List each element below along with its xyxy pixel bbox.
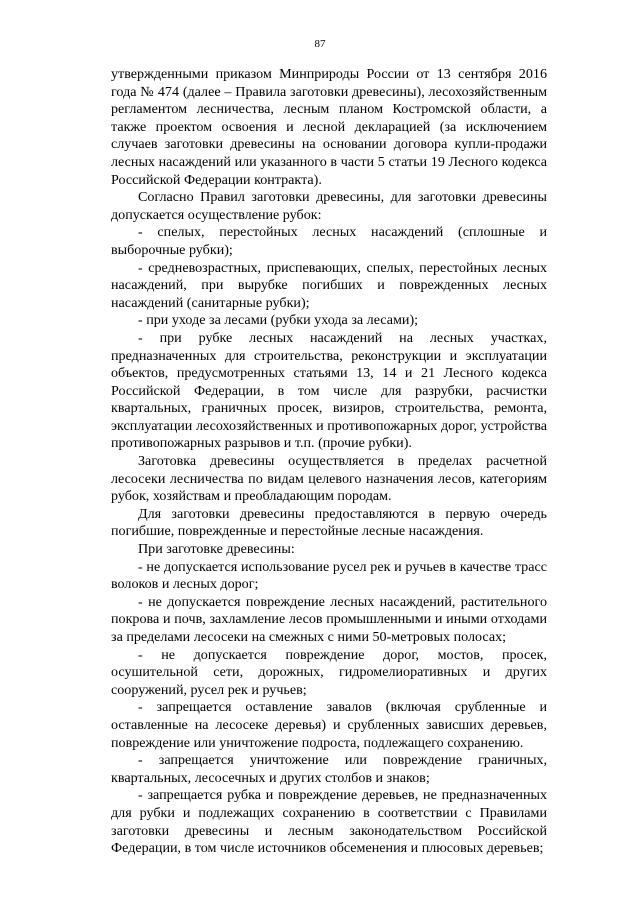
list-item-debris: - запрещается оставление завалов (включая срубленные и оставленные на лесосеке деревья) и срубленных зависших деревьев, повреждение или уничтожение подроста, подлежащего сохранению. xyxy=(111,699,547,751)
list-item-infrastructure-damage: - не допускается повреждение дорог, мостов, просек, осушительной сети, дорожных, гидромелиоративных и других сооружений, русел рек и ручьев; xyxy=(111,646,547,698)
paragraph-harvesting-rules-intro: При заготовке древесины: xyxy=(138,541,295,558)
list-item-care-felling: - при уходе за лесами (рубки ухода за лесами); xyxy=(138,312,419,329)
page-body xyxy=(111,66,547,858)
paragraph-priority-stands: Для заготовки древесины предоставляются в первую очередь погибшие, поврежденные и перестойные лесные насаждения. xyxy=(111,505,547,540)
paragraph-continuation: утвержденными приказом Минприроды России от 13 сентября 2016 года № 474 (далее – Правила заготовки древесины), лесохозяйственным регламентом лесничества, лесным планом Костромской области, а также проектом освоения и лесной декларацией (за исключением случаев заготовки древесины на основании договора купли-продажи лесных насаждений или указанного в части 5 статьи 19 Лесного кодекса Российской Федерации контракта). xyxy=(111,66,547,188)
list-item-other-felling: - при рубке лесных насаждений на лесных участках, предназначенных для строительства, реконструкции и эксплуатации объектов, предусмотренных статьями 13, 14 и 21 Лесного кодекса Российской Федерации, в том числе для разрубки, расчистки квартальных, граничных просек, визиров, строительства, ремонта, эксплуатации лесохозяйственных и противопожарных дорог, устройства противопожарных разрывов и т.п. (прочие рубки). xyxy=(111,329,547,452)
paragraph-allowable-cut: Заготовка древесины осуществляется в пределах расчетной лесосеки лесничества по видам целевого назначения лесов, категориям рубок, хозяйствам и преобладающим породам. xyxy=(111,453,547,505)
list-item-boundary-markers: - запрещается уничтожение или повреждение граничных, квартальных, лесосечных и других столбов и знаков; xyxy=(111,752,547,786)
list-item-vegetation-damage: - не допускается повреждение лесных насаждений, растительного покрова и почв, захламление лесов промышленными и иными отходами за пределами лесосеки на смежных с ними 50-метровых полосах; xyxy=(111,593,547,645)
list-item-protected-trees: - запрещается рубка и повреждение деревьев, не предназначенных для рубки и подлежащих сохранению в соответствии с Правилами заготовки древесины и лесным законодательством Российской Федерации, в том числе источников обсеменения и плюсовых деревьев; xyxy=(111,787,547,857)
list-item-sanitary-felling: - средневозрастных, приспевающих, спелых, перестойных лесных насаждений, при вырубке погибших и поврежденных лесных насаждений (санитарные рубки); xyxy=(111,259,547,311)
list-item-mature-stands: - спелых, перестойных лесных насаждений (сплошные и выборочные рубки); xyxy=(111,224,547,258)
page-number: 87 xyxy=(314,38,326,50)
paragraph-felling-types-intro: Согласно Правил заготовки древесины, для заготовки древесины допускается осуществление рубок: xyxy=(111,189,547,223)
list-item-river-beds: - не допускается использование русел рек и ручьев в качестве трасс волоков и лесных дорог; xyxy=(111,558,547,593)
